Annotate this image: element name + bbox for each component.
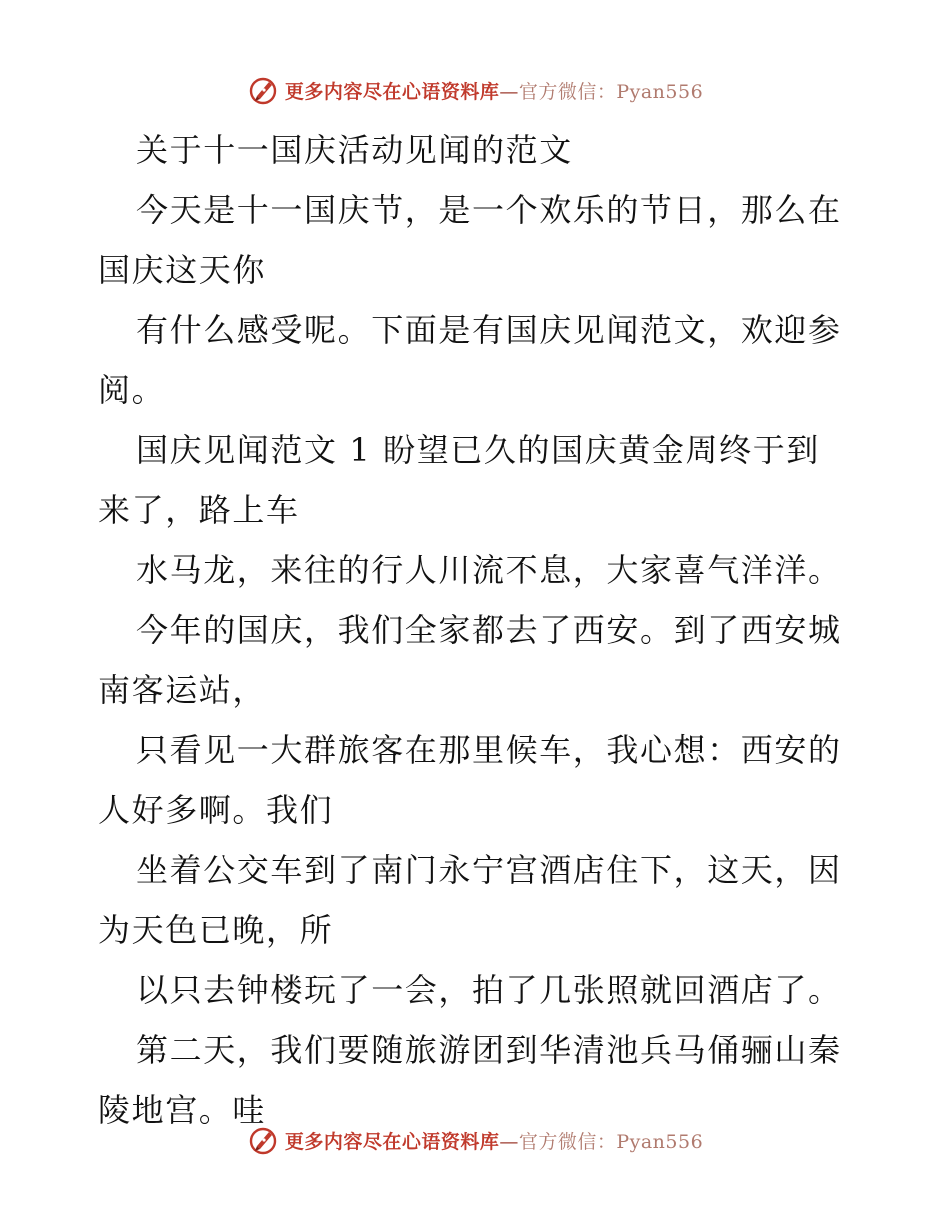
banner-brand-text: 更多内容尽在心语资料库 bbox=[284, 1130, 500, 1153]
paragraph-line: 坐着公交车到了南门永宁宫酒店住下，这天，因 bbox=[136, 851, 842, 889]
paragraph-line: 国庆见闻范文 1 盼望已久的国庆黄金周终于到 bbox=[136, 431, 820, 469]
paragraph-line: 为天色已晚，所 bbox=[98, 911, 334, 949]
banner-dash: — bbox=[499, 80, 519, 103]
banner-wechat-text: 官方微信：Pyan556 bbox=[518, 80, 704, 103]
paragraph-line: 来了，路上车 bbox=[98, 491, 300, 529]
banner-text bbox=[285, 77, 703, 104]
document-body bbox=[98, 120, 858, 1140]
paragraph-line: 人好多啊。我们 bbox=[98, 791, 334, 829]
paragraph-line: 第二天，我们要随旅游团到华清池兵马俑骊山秦 bbox=[136, 1031, 842, 1069]
banner-text bbox=[285, 1127, 703, 1154]
pen-nib-logo-icon bbox=[247, 1124, 279, 1156]
paragraph-line: 以只去钟楼玩了一会，拍了几张照就回酒店了。 bbox=[136, 971, 842, 1009]
banner-wechat-text: 官方微信：Pyan556 bbox=[518, 1130, 704, 1153]
paragraph-line: 只看见一大群旅客在那里候车，我心想：西安的 bbox=[136, 731, 842, 769]
document-title: 关于十一国庆活动见闻的范文 bbox=[136, 131, 573, 169]
paragraph-line: 陵地宫。哇 bbox=[98, 1091, 267, 1129]
paragraph-line: 南客运站， bbox=[98, 671, 267, 709]
pen-nib-logo-icon bbox=[247, 74, 279, 106]
paragraph-line: 今天是十一国庆节，是一个欢乐的节日，那么在 bbox=[136, 191, 842, 229]
banner-brand-text: 更多内容尽在心语资料库 bbox=[284, 80, 500, 103]
footer-watermark-banner bbox=[0, 1120, 950, 1160]
paragraph-line: 今年的国庆，我们全家都去了西安。到了西安城 bbox=[136, 611, 842, 649]
paragraph-line: 有什么感受呢。下面是有国庆见闻范文，欢迎参 bbox=[136, 311, 842, 349]
paragraph-line: 水马龙，来往的行人川流不息，大家喜气洋洋。 bbox=[136, 551, 842, 589]
paragraph-line: 阅。 bbox=[98, 371, 166, 409]
banner-dash: — bbox=[499, 1130, 519, 1153]
header-watermark-banner bbox=[0, 70, 950, 110]
paragraph-line: 国庆这天你 bbox=[98, 251, 267, 289]
